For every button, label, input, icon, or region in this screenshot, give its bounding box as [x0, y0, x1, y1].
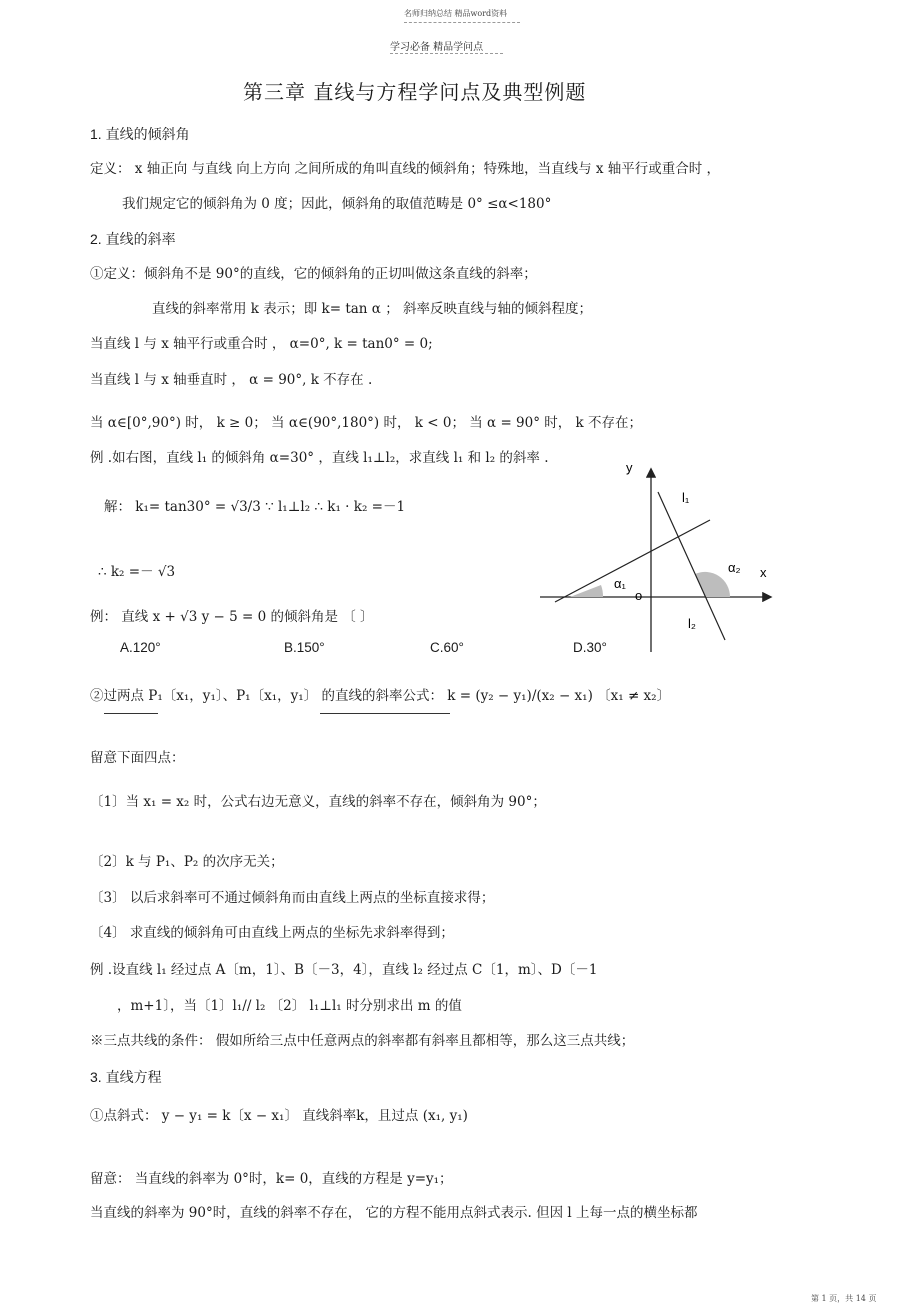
- page-footer: 第 1 页，共 14 页: [811, 1294, 877, 1303]
- note-1: 〔1〕当 x₁ = x₂ 时，公式右边无意义，直线的斜率不存在，倾斜角为 90°；: [90, 794, 546, 810]
- solution-line-1: 解： k₁= tan30° = √3/3 ∵ l₁⊥l₂ ∴ k₁ · k₂ =－1: [104, 499, 406, 515]
- option-c: C.60°: [430, 640, 464, 655]
- header-top: 名师归纳总结 精品word资料: [404, 9, 508, 18]
- alpha2-label: α₂: [728, 560, 741, 575]
- point-slope-form: ①点斜式： y − y₁ = k〔x − x₁〕 直线斜率k，且过点 (x₁, y₁): [90, 1108, 468, 1124]
- note-3: 〔3〕 以后求斜率可不通过倾斜角而由直线上两点的坐标直接求得；: [90, 890, 495, 906]
- point-slope-note: 留意： 当直线的斜率为 0°时，k= 0，直线的方程是 y=y₁；: [90, 1171, 453, 1187]
- coordinate-figure: [530, 462, 780, 662]
- line-l1: [555, 520, 710, 602]
- option-a: A.120°: [120, 640, 161, 655]
- page-title: 第三章 直线与方程学问点及典型例题: [243, 80, 587, 104]
- example-3-line-2: ，m+1〕，当〔1〕l₁// l₂ 〔2〕 l₁⊥l₁ 时分别求出 m 的值: [117, 998, 462, 1014]
- two-point-formula: ②过两点 P₁〔x₁，y₁〕、P₁〔x₁，y₁〕 的直线的斜率公式： k = (y₂ − y₁)/(x₂ − x₁) 〔x₁ ≠ x₂〕: [90, 688, 671, 704]
- slope-horizontal: 当直线 l 与 x 轴平行或重合时 ， α=0°, k = tan0° = 0;: [90, 336, 433, 352]
- origin-label: o: [635, 588, 643, 603]
- solution-line-2: ∴ k₂ =－ √3: [98, 564, 176, 580]
- l2-label: l₂: [688, 616, 696, 631]
- collinear-condition: ※三点共线的条件： 假如所给三点中任意两点的斜率都有斜率且都相等，那么这三点共线；: [90, 1033, 635, 1049]
- section-2-heading: 2. 直线的斜率: [90, 231, 176, 247]
- note-2: 〔2〕k 与 P₁、P₂ 的次序无关；: [90, 854, 284, 870]
- x-axis-label: x: [760, 565, 767, 580]
- option-b: B.150°: [284, 640, 325, 655]
- example-3-line-1: 例 .设直线 l₁ 经过点 A〔m，1〕、B〔－3，4〕，直线 l₂ 经过点 C〔1，m〕、D〔－1: [90, 962, 598, 978]
- l1-label: l₁: [682, 490, 690, 505]
- y-axis-label: y: [626, 462, 633, 475]
- alpha1-label: α₁: [614, 576, 626, 591]
- point-slope-vertical: 当直线的斜率为 90°时，直线的斜率不存在， 它的方程不能用点斜式表示. 但因 l 上每一点的横坐标都: [90, 1205, 698, 1221]
- definition-line-1: 定义： x 轴正向 与直线 向上方向 之间所成的角叫直线的倾斜角；特殊地，当直线与 x 轴平行或重合时 ，: [90, 161, 721, 177]
- blank-line-2: [320, 713, 450, 714]
- header-sub-divider: [390, 53, 503, 54]
- header-divider: [404, 22, 520, 23]
- header-sub: 学习必备 精品学问点: [390, 42, 484, 53]
- slope-vertical: 当直线 l 与 x 轴垂直时 ， α = 90°, k 不存在 .: [90, 372, 373, 388]
- slope-notation: 直线的斜率常用 k 表示；即 k= tan α ； 斜率反映直线与轴的倾斜程度；: [152, 301, 592, 317]
- option-d: D.30°: [573, 640, 607, 655]
- notes-heading: 留意下面四点：: [90, 750, 185, 766]
- section-1-heading: 1. 直线的倾斜角: [90, 126, 190, 142]
- example-1-text: 例 .如右图，直线 l₁ 的倾斜角 α=30° ，直线 l₁⊥l₂，求直线 l₁ 和 l₂ 的斜率 .: [90, 450, 549, 466]
- slope-definition: ①定义：倾斜角不是 90°的直线，它的倾斜角的正切叫做这条直线的斜率；: [90, 266, 537, 282]
- slope-cases: 当 α∈[0°,90°) 时， k ≥ 0； 当 α∈(90°,180°) 时， k < 0； 当 α = 90° 时， k 不存在；: [90, 415, 643, 431]
- blank-line-1: [104, 713, 158, 714]
- section-3-heading: 3. 直线方程: [90, 1069, 162, 1085]
- example-2-text: 例： 直线 x + √3 y − 5 = 0 的倾斜角是 〔 〕: [90, 609, 374, 625]
- definition-line-2: 我们规定它的倾斜角为 0 度；因此，倾斜角的取值范畴是 0° ≤α<180°: [122, 196, 552, 212]
- note-4: 〔4〕 求直线的倾斜角可由直线上两点的坐标先求斜率得到；: [90, 925, 454, 941]
